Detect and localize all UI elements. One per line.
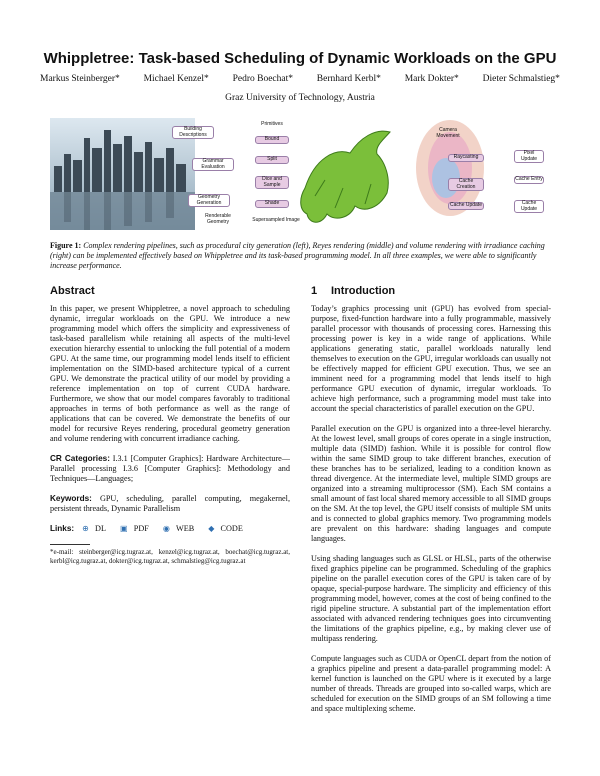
building-descriptions-node: Building Descriptions <box>172 126 214 139</box>
author: Pedro Boechat* <box>232 74 293 84</box>
paper-title: Whippletree: Task-based Scheduling of Dynamic Workloads on the GPU <box>43 50 557 67</box>
author-list <box>40 74 560 84</box>
cache-creation-node: Cache Creation <box>448 178 484 191</box>
right-column <box>311 286 551 724</box>
figure-caption <box>50 241 550 271</box>
abstract-heading: Abstract <box>50 285 95 297</box>
figure-reyes-panel <box>250 118 400 230</box>
keywords-label: Keywords: <box>50 494 92 503</box>
author: Mark Dokter* <box>404 74 459 84</box>
cache-update-output-node: Cache Update <box>514 200 544 213</box>
affiliation: Graz University of Technology, Austria <box>225 93 375 103</box>
caption-text: Complex rendering pipelines, such as procedural city generation (left), Reyes rendering (middle) and volume rendering with irradiance caching (right) can be implemented effectively based on Whippletree and its task-based programming model. In all three examples, we were able to significantly increase performance. <box>50 241 545 270</box>
shade-node: Shade <box>255 200 289 208</box>
left-column <box>50 286 290 566</box>
dice-and-sample-node: Dice and Sample <box>255 176 289 189</box>
dragon-render-image <box>295 118 400 230</box>
caption-label: Figure 1: <box>50 241 82 250</box>
web-icon: ◉ <box>162 524 170 533</box>
geometry-generation-node: Geometry Generation <box>188 194 230 207</box>
figure-volume-panel <box>410 118 555 230</box>
cr-label: CR Categories: <box>50 454 110 463</box>
primitives-label: Primitives <box>261 121 283 127</box>
pixel-update-node: Pixel Update <box>514 150 544 163</box>
raycasting-node: Raycasting <box>448 154 484 162</box>
keywords-text: GPU, scheduling, parallel computing, megakernel, persistent threads, Dynamic Parallelism <box>50 494 291 513</box>
email-footnote: *e-mail: steinberger@icg.tugraz.at, kenzel@icg.tugraz.at, boechat@icg.tugraz.at, kerbl@icg.tugraz.at, dokter@icg.tugraz.at, schmalstieg@icg.tugraz.at <box>50 548 290 565</box>
grammar-evaluation-node: Grammar Evaluation <box>192 158 234 171</box>
link-web[interactable]: ◉ WEB <box>162 524 195 533</box>
links-label: Links: <box>50 524 75 533</box>
links-row <box>50 524 290 534</box>
author: Markus Steinberger* <box>40 74 120 84</box>
split-node: Split <box>255 156 289 164</box>
link-dl[interactable]: ⊕ DL <box>82 524 106 533</box>
author: Dieter Schmalstieg* <box>482 74 560 84</box>
intro-paragraph: Parallel execution on the GPU is organized into a three-level hierarchy. At the lowest level, small groups of cores operate in a single instruction, multiple data (SIMD) fashion. While it is possible for control flow within the same SIMD group to take different branches, execution of these branches has to be serialized, leading to a condition known as thread divergence. At the intermediate level, multiple SIMD groups are organized into a streaming multiprocessor (SM). Each SM contains a small amount of fast local shared memory accessible to all SIMD groups on the SM. At the top level, the GPU itself consists of multiple SM units and is connected to global graphics memory. Two programming models are prevalent on this hardware: shading languages and compute languages. <box>311 424 551 543</box>
camera-movement-label: Camera Movement <box>436 127 460 139</box>
cr-text: I.3.1 [Computer Graphics]: Hardware Architecture—Parallel processing I.3.6 [Computer Graphics]: Methodology and Techniques—Languages; <box>50 454 290 483</box>
supersampled-image-label: Supersampled Image <box>252 217 300 223</box>
link-pdf[interactable]: ▣ PDF <box>120 524 149 533</box>
footnote-separator <box>50 544 90 545</box>
cache-entry-node: Cache Entry <box>515 176 543 182</box>
link-code[interactable]: ◆ CODE <box>208 524 243 533</box>
intro-paragraph: Today’s graphics processing unit (GPU) has evolved from special-purpose, fixed-function hardware into a fully programmable, massively parallel processor with thousands of processing cores. Harnessing this processing power is key in a wide range of applications. While applications generating static, parallel workloads naturally lend themselves to execution on the GPU, irregular workloads can usually not be effectively mapped for efficient GPU execution. Thus, we see an imminent need for a programming model that lends itself to high performance GPU execution of dynamic, irregular workloads. To achieve high performance, such a programming model must take into account the special characteristics of parallel execution on the GPU. <box>311 304 551 413</box>
pdf-icon: ▣ <box>120 524 128 533</box>
cr-categories <box>50 454 290 484</box>
dl-icon: ⊕ <box>82 524 90 533</box>
intro-paragraph: Using shading languages such as GLSL or HLSL, parts of the otherwise fixed graphics pipeline can be programmed. Scheduling of the graphics pipeline on the parallel execution cores of the GPU is taken care of by opaque, special-purpose hardware. The simplicity and efficiency of this programming model, however, comes at the cost of being confined to the rigid pipeline structure. A substantial part of the implementation effort associated with advanced rendering techniques goes into circumventing the limitations of the graphics pipeline, e.g., by making clever use of multipass rendering. <box>311 554 551 643</box>
intro-heading: 1 Introduction <box>311 285 396 297</box>
renderable-geometry-label: Renderable Geometry <box>205 213 231 225</box>
figure-city-panel <box>50 118 240 230</box>
cache-update-node: Cache Update <box>448 202 484 210</box>
code-icon: ◆ <box>208 524 215 533</box>
abstract-body: In this paper, we present Whippletree, a novel approach to scheduling dynamic, irregular workloads on the GPU. We introduce a new programming model which offers the simplicity and expressiveness of task-based parallelism while retaining all aspects of the multi-level execution hierarchy essential to unlocking the full potential of a modern GPU. At the same time, our programming model lends itself to efficient implementation on the SIMD-based architecture typical of a current GPU. We demonstrate the practical utility of our model by providing a reference implementation on top of current CUDA hardware. Furthermore, we show that our model compares favorably to traditional approaches in terms of both performance as well as the range of applications that can be covered. We demonstrate the benefits of our model for recursive Reyes rendering, procedural geometry generation and volume rendering with concurrent irradiance caching. <box>50 304 290 443</box>
author: Michael Kenzel* <box>143 74 209 84</box>
intro-paragraph: Compute languages such as CUDA or OpenCL depart from the notion of a graphics pipeline and present a data-parallel programming model: A kernel function is launched on the GPU where is it executed by a large number of threads. Threads are grouped into so-called warps, which are scheduled for execution on the SIMD groups of an SM following a time and space multiplexing scheme. <box>311 654 551 713</box>
bound-node: Bound <box>255 136 289 144</box>
keywords <box>50 494 290 514</box>
author: Bernhard Kerbl* <box>316 74 381 84</box>
